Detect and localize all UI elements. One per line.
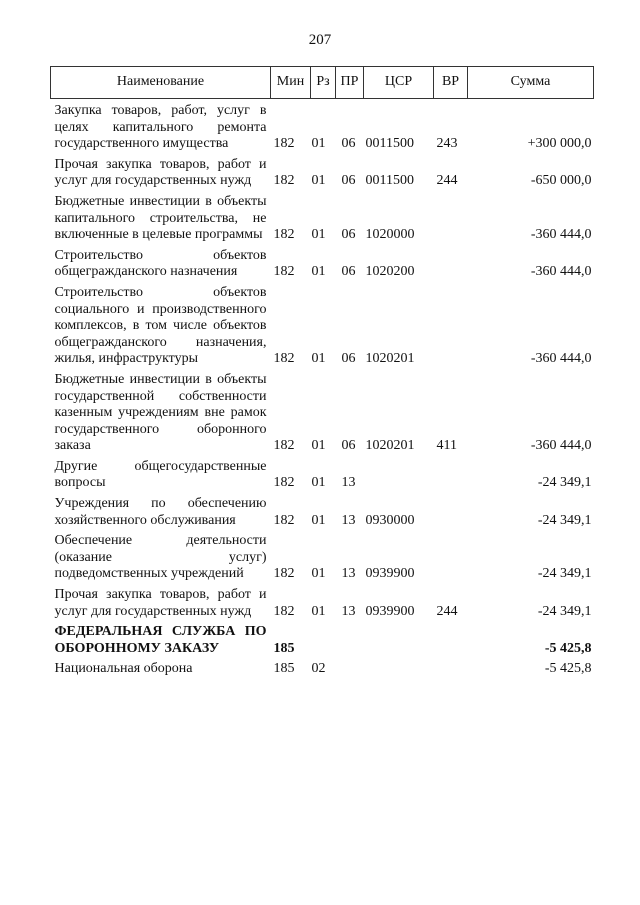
cell-sum: -360 444,0	[530, 227, 592, 243]
cell-pr: 06	[341, 438, 356, 454]
cell-name: Закупка товаров, работ, услуг в целях капитального ремонта государственного имущества	[54, 103, 267, 152]
cell-pr: 06	[341, 173, 356, 189]
cell-csr: 1020201	[365, 438, 415, 454]
cell-name: Бюджетные инвестиции в объекты капитального строительства, не включенные в целевые программы	[54, 193, 267, 243]
budget-table	[50, 66, 594, 678]
cell-min: 182	[273, 566, 295, 582]
cell-csr: 1020000	[365, 227, 415, 243]
cell-min: 185	[273, 661, 295, 677]
cell-csr: 0939900	[365, 603, 415, 619]
cell-csr: 0930000	[365, 512, 415, 528]
cell-csr	[364, 455, 434, 492]
header-csr: ЦСР	[364, 67, 434, 99]
table-row	[51, 657, 594, 678]
cell-sum: +300 000,0	[527, 136, 592, 152]
table-row	[51, 190, 594, 244]
cell-vr	[434, 657, 468, 678]
cell-vr: 244	[436, 173, 458, 189]
page-number: 207	[308, 32, 332, 48]
cell-csr: 0939900	[365, 566, 415, 582]
cell-min: 182	[273, 351, 295, 367]
header-pr: ПР	[336, 67, 364, 99]
cell-min: 185	[273, 640, 295, 656]
cell-rz: 01	[311, 264, 326, 280]
cell-csr: 1020200	[365, 264, 415, 280]
cell-vr: 244	[436, 603, 458, 619]
cell-rz: 01	[311, 603, 326, 619]
cell-rz: 01	[311, 512, 326, 528]
cell-sum: -5 425,8	[544, 661, 592, 677]
cell-rz: 01	[311, 351, 326, 367]
cell-rz: 01	[311, 438, 326, 454]
cell-vr: 243	[436, 136, 458, 152]
cell-rz: 01	[311, 475, 326, 491]
cell-sum: -24 349,1	[537, 475, 592, 491]
cell-name: ФЕДЕРАЛЬНАЯ СЛУЖБА ПО ОБОРОННОМУ ЗАКАЗУ	[54, 624, 267, 656]
cell-sum: -24 349,1	[537, 512, 592, 528]
header-rz: Рз	[311, 67, 336, 99]
cell-rz: 01	[311, 566, 326, 582]
cell-pr: 13	[341, 512, 356, 528]
table-row	[51, 620, 594, 657]
cell-rz: 01	[311, 227, 326, 243]
cell-name: Строительство объектов общегражданского назначения	[54, 247, 267, 280]
cell-pr	[336, 620, 364, 657]
cell-sum: -24 349,1	[537, 566, 592, 582]
cell-vr	[434, 281, 468, 368]
cell-pr: 06	[341, 136, 356, 152]
cell-csr	[364, 620, 434, 657]
table-row	[51, 99, 594, 153]
cell-vr: 411	[436, 438, 457, 454]
cell-name: Строительство объектов социального и производственного комплексов, в том числе объектов общегражданского назначения, жилья, инфраструктуры	[54, 284, 267, 367]
cell-name: Прочая закупка товаров, работ и услуг для государственных нужд	[54, 587, 267, 619]
table-body	[51, 99, 594, 679]
cell-sum: -360 444,0	[530, 351, 592, 367]
cell-min: 182	[273, 173, 295, 189]
cell-name: Учреждения по обеспечению хозяйственного обслуживания	[54, 496, 267, 528]
cell-rz	[311, 620, 336, 657]
cell-min: 182	[273, 438, 295, 454]
cell-pr: 13	[341, 475, 356, 491]
cell-pr	[336, 657, 364, 678]
cell-rz: 01	[311, 136, 326, 152]
cell-min: 182	[273, 475, 295, 491]
table-row	[51, 583, 594, 620]
cell-pr: 13	[341, 566, 356, 582]
cell-pr: 06	[341, 351, 356, 367]
cell-rz: 01	[311, 173, 326, 189]
cell-vr	[434, 529, 468, 583]
cell-rz: 02	[311, 661, 326, 677]
cell-vr	[434, 244, 468, 281]
cell-csr: 0011500	[365, 136, 414, 152]
cell-name: Обеспечение деятельности (оказание услуг) подведомственных учреждений	[54, 533, 267, 582]
cell-sum: -360 444,0	[530, 438, 592, 454]
cell-vr	[434, 620, 468, 657]
cell-name: Другие общегосударственные вопросы	[54, 458, 267, 491]
cell-sum: -650 000,0	[530, 173, 592, 189]
cell-csr: 1020201	[365, 351, 415, 367]
header-sum: Сумма	[468, 67, 594, 99]
cell-min: 182	[273, 227, 295, 243]
cell-pr: 06	[341, 264, 356, 280]
table-row	[51, 153, 594, 190]
header-vr: ВР	[434, 67, 468, 99]
header-name: Наименование	[51, 67, 271, 99]
table-row	[51, 281, 594, 368]
cell-vr	[434, 455, 468, 492]
cell-sum: -360 444,0	[530, 264, 592, 280]
cell-pr: 06	[341, 227, 356, 243]
cell-min: 182	[273, 512, 295, 528]
table-row	[51, 529, 594, 583]
cell-csr	[364, 657, 434, 678]
cell-sum: -24 349,1	[537, 603, 592, 619]
cell-name: Национальная оборона	[54, 661, 193, 677]
cell-vr	[434, 190, 468, 244]
cell-pr: 13	[341, 603, 356, 619]
table-row	[51, 368, 594, 455]
cell-min: 182	[273, 264, 295, 280]
cell-csr: 0011500	[365, 173, 414, 189]
cell-name: Бюджетные инвестиции в объекты государственной собственности казенным учреждениям вне рамок государственного оборонного заказа	[54, 371, 267, 454]
cell-sum: -5 425,8	[544, 640, 592, 656]
table-row	[51, 244, 594, 281]
table-row	[51, 492, 594, 529]
cell-min: 182	[273, 136, 295, 152]
header-min: Мин	[271, 67, 311, 99]
table-header	[51, 67, 594, 99]
cell-vr	[434, 492, 468, 529]
cell-min: 182	[273, 603, 295, 619]
cell-name: Прочая закупка товаров, работ и услуг для государственных нужд	[54, 156, 267, 189]
table-row	[51, 455, 594, 492]
